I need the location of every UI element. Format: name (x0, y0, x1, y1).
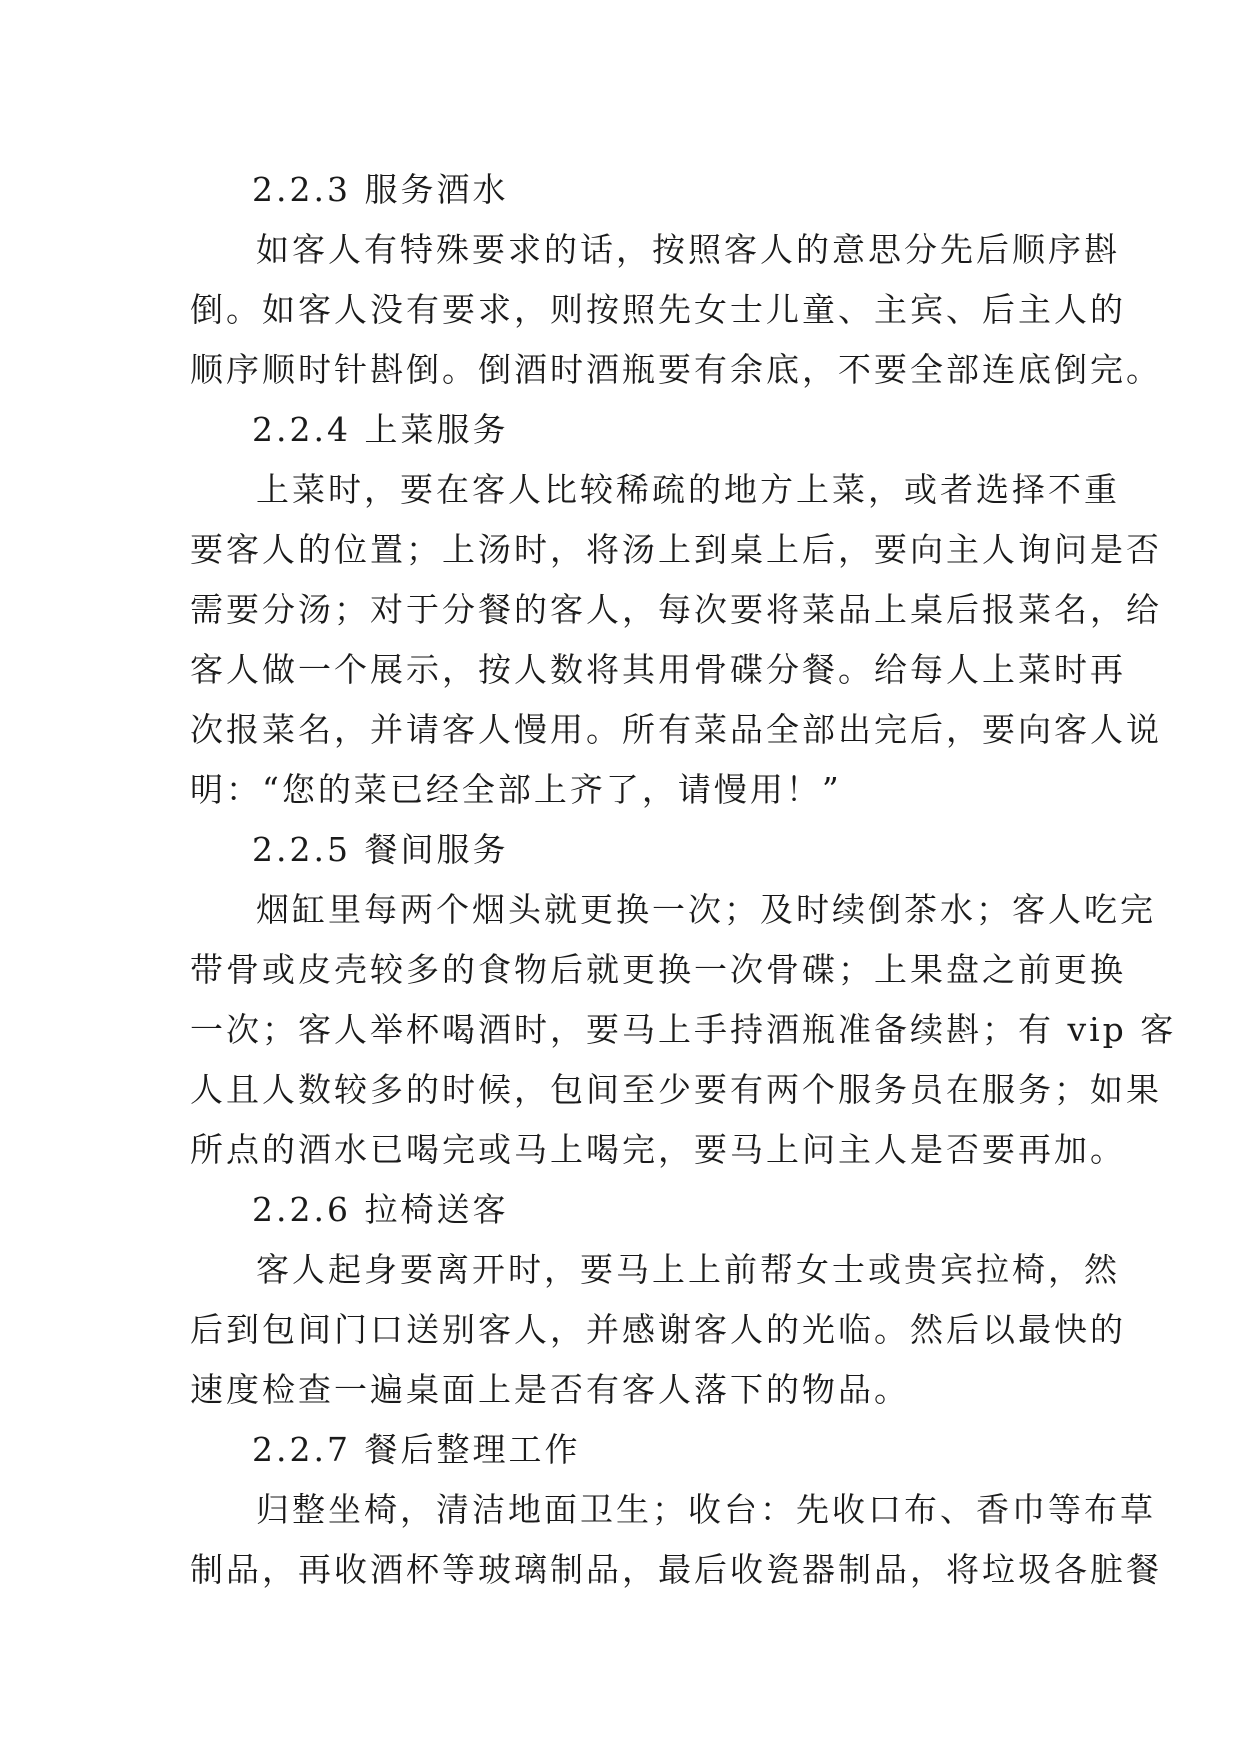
paragraph-line: 带骨或皮壳较多的食物后就更换一次骨碟；上果盘之前更换 (190, 950, 1126, 989)
section-heading: 2.2.7 餐后整理工作 (252, 1430, 581, 1469)
paragraph-line: 倒。如客人没有要求，则按照先女士儿童、主宾、后主人的 (190, 290, 1126, 329)
paragraph-line: 烟缸里每两个烟头就更换一次；及时续倒茶水；客人吃完 (256, 890, 1156, 929)
paragraph-line: 制品，再收酒杯等玻璃制品，最后收瓷器制品，将垃圾各脏餐 (190, 1550, 1162, 1589)
paragraph-line: 人且人数较多的时候，包间至少要有两个服务员在服务；如果 (190, 1070, 1162, 1109)
paragraph-line: 次报菜名，并请客人慢用。所有菜品全部出完后，要向客人说 (190, 710, 1162, 749)
section-heading: 2.2.5 餐间服务 (252, 830, 509, 869)
paragraph-line: 归整坐椅，清洁地面卫生；收台：先收口布、香巾等布草 (256, 1490, 1156, 1529)
section-heading: 2.2.6 拉椅送客 (252, 1190, 509, 1229)
paragraph-line: 上菜时，要在客人比较稀疏的地方上菜，或者选择不重 (256, 470, 1120, 509)
paragraph-line: 需要分汤；对于分餐的客人，每次要将菜品上桌后报菜名，给 (190, 590, 1162, 629)
paragraph-line: 后到包间门口送别客人，并感谢客人的光临。然后以最快的 (190, 1310, 1126, 1349)
paragraph-line: 客人做一个展示，按人数将其用骨碟分餐。给每人上菜时再 (190, 650, 1126, 689)
paragraph-line: 所点的酒水已喝完或马上喝完，要马上问主人是否要再加。 (190, 1130, 1126, 1169)
paragraph-line: 要客人的位置；上汤时，将汤上到桌上后，要向主人询问是否 (190, 530, 1162, 569)
paragraph-line: 一次；客人举杯喝酒时，要马上手持酒瓶准备续斟；有 vip 客 (190, 1010, 1177, 1049)
paragraph-line: 顺序顺时针斟倒。倒酒时酒瓶要有余底，不要全部连底倒完。 (190, 350, 1162, 389)
section-heading: 2.2.4 上菜服务 (252, 410, 509, 449)
section-heading: 2.2.3 服务酒水 (252, 170, 509, 209)
paragraph-line: 客人起身要离开时，要马上上前帮女士或贵宾拉椅，然 (256, 1250, 1120, 1289)
body-text (190, 160, 1177, 1600)
paragraph-line: 速度检查一遍桌面上是否有客人落下的物品。 (190, 1370, 910, 1409)
paragraph-line: 明：“您的菜已经全部上齐了，请慢用！” (190, 770, 842, 809)
paragraph-line: 如客人有特殊要求的话，按照客人的意思分先后顺序斟 (256, 230, 1120, 269)
